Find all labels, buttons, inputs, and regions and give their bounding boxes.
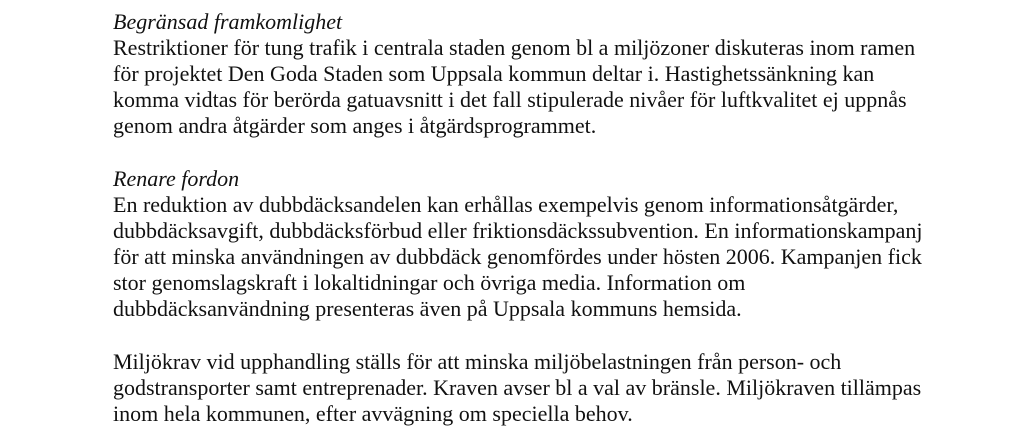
paragraph-line: godstransporter samt entreprenader. Kraven avser bl a val av bränsle. Miljökraven tillämpas	[113, 375, 922, 400]
paragraph-line: komma vidtas för berörda gatuavsnitt i det fall stipulerade nivåer för luftkvalitet ej uppnås	[113, 87, 907, 112]
paragraph-line: Miljökrav vid upphandling ställs för att minska miljöbelastningen från person- och	[113, 349, 842, 374]
section-begransad-framkomlighet	[113, 9, 1003, 139]
document-page	[113, 9, 1003, 427]
paragraph-line: genom andra åtgärder som anges i åtgärdsprogrammet.	[113, 113, 597, 138]
section-heading: Begränsad framkomlighet	[113, 9, 343, 34]
paragraph-line: Restriktioner för tung trafik i centrala staden genom bl a miljözoner diskuteras inom ramen	[113, 35, 916, 60]
section-heading: Renare fordon	[113, 166, 240, 191]
paragraph-line: dubbdäcksavgift, dubbdäcksförbud eller friktionsdäckssubvention. En informationskampanj	[113, 218, 923, 243]
section-miljokrav	[113, 349, 1003, 427]
paragraph-line: inom hela kommunen, efter avvägning om speciella behov.	[113, 401, 633, 426]
paragraph-line: En reduktion av dubbdäcksandelen kan erhållas exempelvis genom informationsåtgärder,	[113, 192, 899, 217]
paragraph-line: stor genomslagskraft i lokaltidningar och övriga media. Information om	[113, 270, 746, 295]
paragraph-line: dubbdäcksanvändning presenteras även på Uppsala kommuns hemsida.	[113, 296, 742, 321]
paragraph-line: för att minska användningen av dubbdäck genomfördes under hösten 2006. Kampanjen fick	[113, 244, 922, 269]
section-renare-fordon	[113, 166, 1003, 322]
paragraph-line: för projektet Den Goda Staden som Uppsala kommun deltar i. Hastighetssänkning kan	[113, 61, 875, 86]
